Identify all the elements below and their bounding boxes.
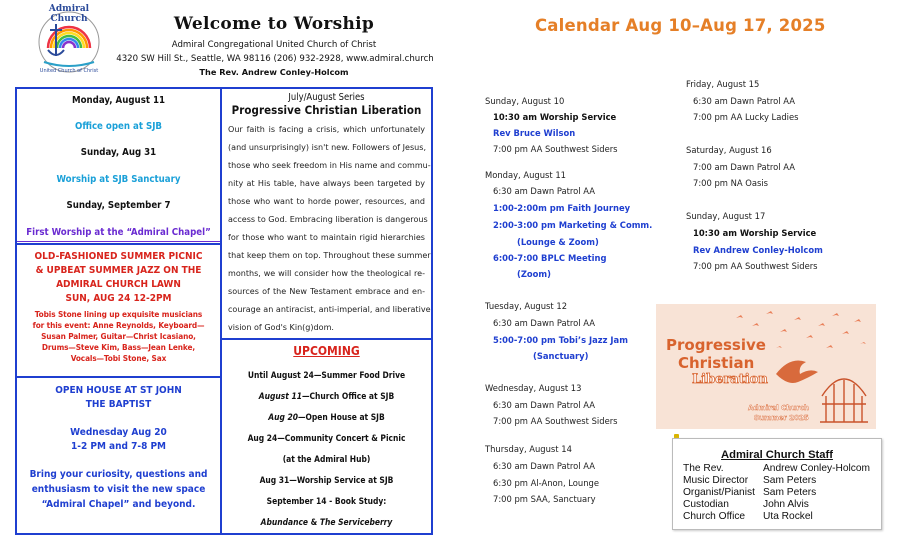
- staff-title: Admiral Church Staff: [721, 449, 833, 461]
- upcoming-title: UPCOMING: [293, 344, 360, 358]
- staff-name: John Alvis: [763, 499, 809, 510]
- staff-role: Organist/Pianist: [683, 487, 755, 498]
- banner-line-1: Progressive: [666, 336, 766, 354]
- banner-caption-1: Admiral Church: [748, 404, 809, 412]
- calendar-day: Tuesday, August 12: [485, 301, 568, 311]
- series-line: that keep them on top. Throughout these summer: [228, 251, 431, 260]
- series-line: those who want to horde power, resources, and: [228, 197, 425, 206]
- church-name: Admiral Congregational United Church of Christ: [171, 40, 377, 50]
- staff-role: Church Office: [683, 511, 746, 522]
- logo-text-top: Admiral Church: [48, 4, 90, 24]
- series-subtitle: July/August Series: [288, 92, 365, 103]
- calendar-event: 6:30 am Dawn Patrol AA: [493, 318, 595, 328]
- calendar-day: Friday, August 15: [686, 79, 760, 89]
- purple-divider: [17, 241, 220, 242]
- logo-text-bottom: United Church of Christ: [39, 68, 99, 74]
- openhouse-title-2: THE BAPTIST: [85, 399, 152, 410]
- staff-role: The Rev.: [683, 463, 724, 474]
- page-title: Welcome to Worship: [173, 14, 375, 34]
- upcoming-item: September 14 - Book Study:: [266, 496, 387, 506]
- calendar-event: 6:30 am Dawn Patrol AA: [693, 96, 795, 106]
- openhouse-body-1: Bring your curiosity, questions and: [29, 469, 208, 480]
- church-pastor: The Rev. Andrew Conley-Holcom: [199, 67, 349, 77]
- series-line: (and unsurprisingly) isn't new. Followers of Jesus,: [228, 143, 427, 152]
- calendar-event: (Zoom): [517, 269, 551, 279]
- upcoming-item: [222, 517, 431, 527]
- series-title: Progressive Christian Liberation: [231, 103, 422, 117]
- calendar-event: 6:00-7:00 BPLC Meeting: [493, 253, 607, 263]
- picnic-body-5: Vocals—Tobi Stone, Sax: [70, 353, 167, 363]
- upcoming-item: (at the Admiral Hub): [282, 454, 371, 464]
- picnic-body-1: Tobis Stone lining up exquisite musicians: [34, 309, 203, 319]
- picnic-title-4: SUN, AUG 24 12-2PM: [65, 293, 172, 304]
- date-line-4: Worship at SJB Sanctuary: [56, 174, 181, 185]
- calendar-day: Thursday, August 14: [485, 444, 572, 454]
- calendar-event: 7:00 am Dawn Patrol AA: [693, 162, 795, 172]
- calendar-event: 7:00 pm NA Oasis: [693, 178, 769, 188]
- date-line-5: Sunday, September 7: [66, 200, 171, 211]
- calendar-day: Sunday, August 10: [485, 96, 565, 106]
- staff-name: Uta Rockel: [763, 511, 813, 522]
- calendar-day: Wednesday, August 13: [485, 383, 582, 393]
- series-line: access to God. Embracing liberation is dangerous: [228, 215, 428, 224]
- upcoming-item: Aug 24—Community Concert & Picnic: [247, 433, 406, 443]
- church-address: 4320 SW Hill St., Seattle, WA 98116 (206) 932-2928, www.admiral.church: [116, 54, 434, 64]
- banner-caption-2: Summer 2025: [754, 414, 809, 422]
- series-box: [222, 87, 433, 340]
- calendar-title: Calendar Aug 10–Aug 17, 2025: [535, 16, 826, 35]
- calendar-day: Saturday, August 16: [686, 145, 772, 155]
- calendar-event: (Sanctuary): [533, 351, 589, 361]
- staff-name: Sam Peters: [763, 487, 817, 498]
- staff-role: Custodian: [683, 499, 729, 510]
- staff-card: [672, 438, 882, 530]
- openhouse-title-1: OPEN HOUSE AT ST JOHN: [55, 385, 182, 396]
- upcoming-item: [222, 412, 431, 422]
- picnic-body-2: for this event: Anne Reynolds, Keyboard—: [32, 320, 205, 330]
- upcoming-item-text: —Open House at SJB: [297, 412, 385, 422]
- church-logo: [30, 4, 108, 76]
- calendar-day: Monday, August 11: [485, 170, 567, 180]
- picnic-box: [15, 243, 222, 378]
- calendar-event: 6:30 am Dawn Patrol AA: [493, 186, 595, 196]
- banner-line-3: Liberation: [692, 372, 768, 387]
- picnic-title-1: OLD-FASHIONED SUMMER PICNIC: [34, 251, 203, 262]
- picnic-title-2: & UPBEAT SUMMER JAZZ ON THE: [35, 265, 202, 276]
- series-line: vision of God's Kin(g)dom.: [228, 323, 334, 332]
- date-line-1: Monday, August 11: [72, 95, 165, 106]
- picnic-title-3: ADMIRAL CHURCH LAWN: [56, 279, 181, 290]
- date-line-6: First Worship at the “Admiral Chapel”: [26, 227, 211, 238]
- series-line: sources of the New Testament embrace and en-: [228, 287, 425, 296]
- upcoming-item: Until August 24—Summer Food Drive: [247, 370, 406, 380]
- upcoming-item: Aug 31—Worship Service at SJB: [259, 475, 394, 485]
- openhouse-body-3: “Admiral Chapel” and beyond.: [41, 499, 196, 510]
- picnic-body-3: Susan Palmer, Guitar—Christ Icasiano,: [41, 331, 196, 341]
- upcoming-item-text: —Church Office at SJB: [301, 391, 395, 401]
- calendar-event: 7:00 pm AA Lucky Ladies: [693, 112, 799, 122]
- calendar-event: 7:00 pm SAA, Sanctuary: [493, 494, 596, 504]
- calendar-event: 1:00-2:00m pm Faith Journey: [493, 203, 631, 213]
- date-line-3: Sunday, Aug 31: [80, 147, 157, 158]
- calendar-event: 6:30 am Dawn Patrol AA: [493, 400, 595, 410]
- calendar-event: 10:30 am Worship Service: [493, 112, 617, 122]
- calendar-event: Rev Andrew Conley-Holcom: [693, 245, 823, 255]
- upcoming-item-text: &: [308, 517, 320, 527]
- openhouse-box: [15, 378, 222, 535]
- banner-line-2: Christian: [678, 354, 755, 372]
- upcoming-box: [222, 340, 433, 535]
- calendar-event: 7:00 pm AA Southwest Siders: [493, 416, 618, 426]
- book-title: Abundance: [260, 517, 309, 527]
- calendar-event: Rev Bruce Wilson: [493, 128, 576, 138]
- series-line: months, we will consider how the theological re-: [228, 269, 425, 278]
- upcoming-item: [222, 391, 431, 401]
- series-banner-image: [656, 304, 876, 429]
- calendar-event: 7:00 pm AA Southwest Siders: [693, 261, 818, 271]
- upcoming-item-date: Aug 20: [268, 412, 298, 422]
- calendar-event: 2:00-3:00 pm Marketing & Comm.: [493, 220, 653, 230]
- calendar-event: 6:30 am Dawn Patrol AA: [493, 461, 595, 471]
- openhouse-body-2: enthusiasm to visit the new space: [31, 484, 206, 495]
- calendar-event: (Lounge & Zoom): [517, 237, 599, 247]
- series-line: for those who want to maintain rigid hierarchies: [228, 233, 425, 242]
- series-line: those who seek freedom in His name and commu-: [228, 161, 431, 170]
- calendar-event: 6:30 pm Al-Anon, Lounge: [493, 478, 600, 488]
- calendar-event: 7:00 pm AA Southwest Siders: [493, 144, 618, 154]
- date-line-2: Office open at SJB: [74, 121, 162, 132]
- openhouse-when-2: 1-2 PM and 7-8 PM: [70, 441, 167, 452]
- calendar-event: 10:30 am Worship Service: [693, 228, 817, 238]
- series-line: Our faith is facing a crisis, which unfortunately: [228, 125, 425, 134]
- picnic-body-4: Drums—Steve Kim, Bass—Jean Lenke,: [41, 342, 196, 352]
- calendar-event: 5:00-7:00 pm Tobi’s Jazz Jam: [493, 335, 628, 345]
- openhouse-when-1: Wednesday Aug 20: [70, 427, 167, 438]
- calendar-day: Sunday, August 17: [686, 211, 766, 221]
- book-title: The Serviceberry: [319, 517, 393, 527]
- upcoming-item-date: August 11: [258, 391, 302, 401]
- staff-role: Music Director: [683, 475, 749, 486]
- series-line: nity at His table, have always been targeted by: [228, 179, 425, 188]
- staff-name: Sam Peters: [763, 475, 817, 486]
- staff-name: Andrew Conley-Holcom: [763, 463, 871, 474]
- series-line: courage an antiracist, anti-imperial, and liberative: [228, 305, 431, 314]
- dates-box: [15, 87, 222, 243]
